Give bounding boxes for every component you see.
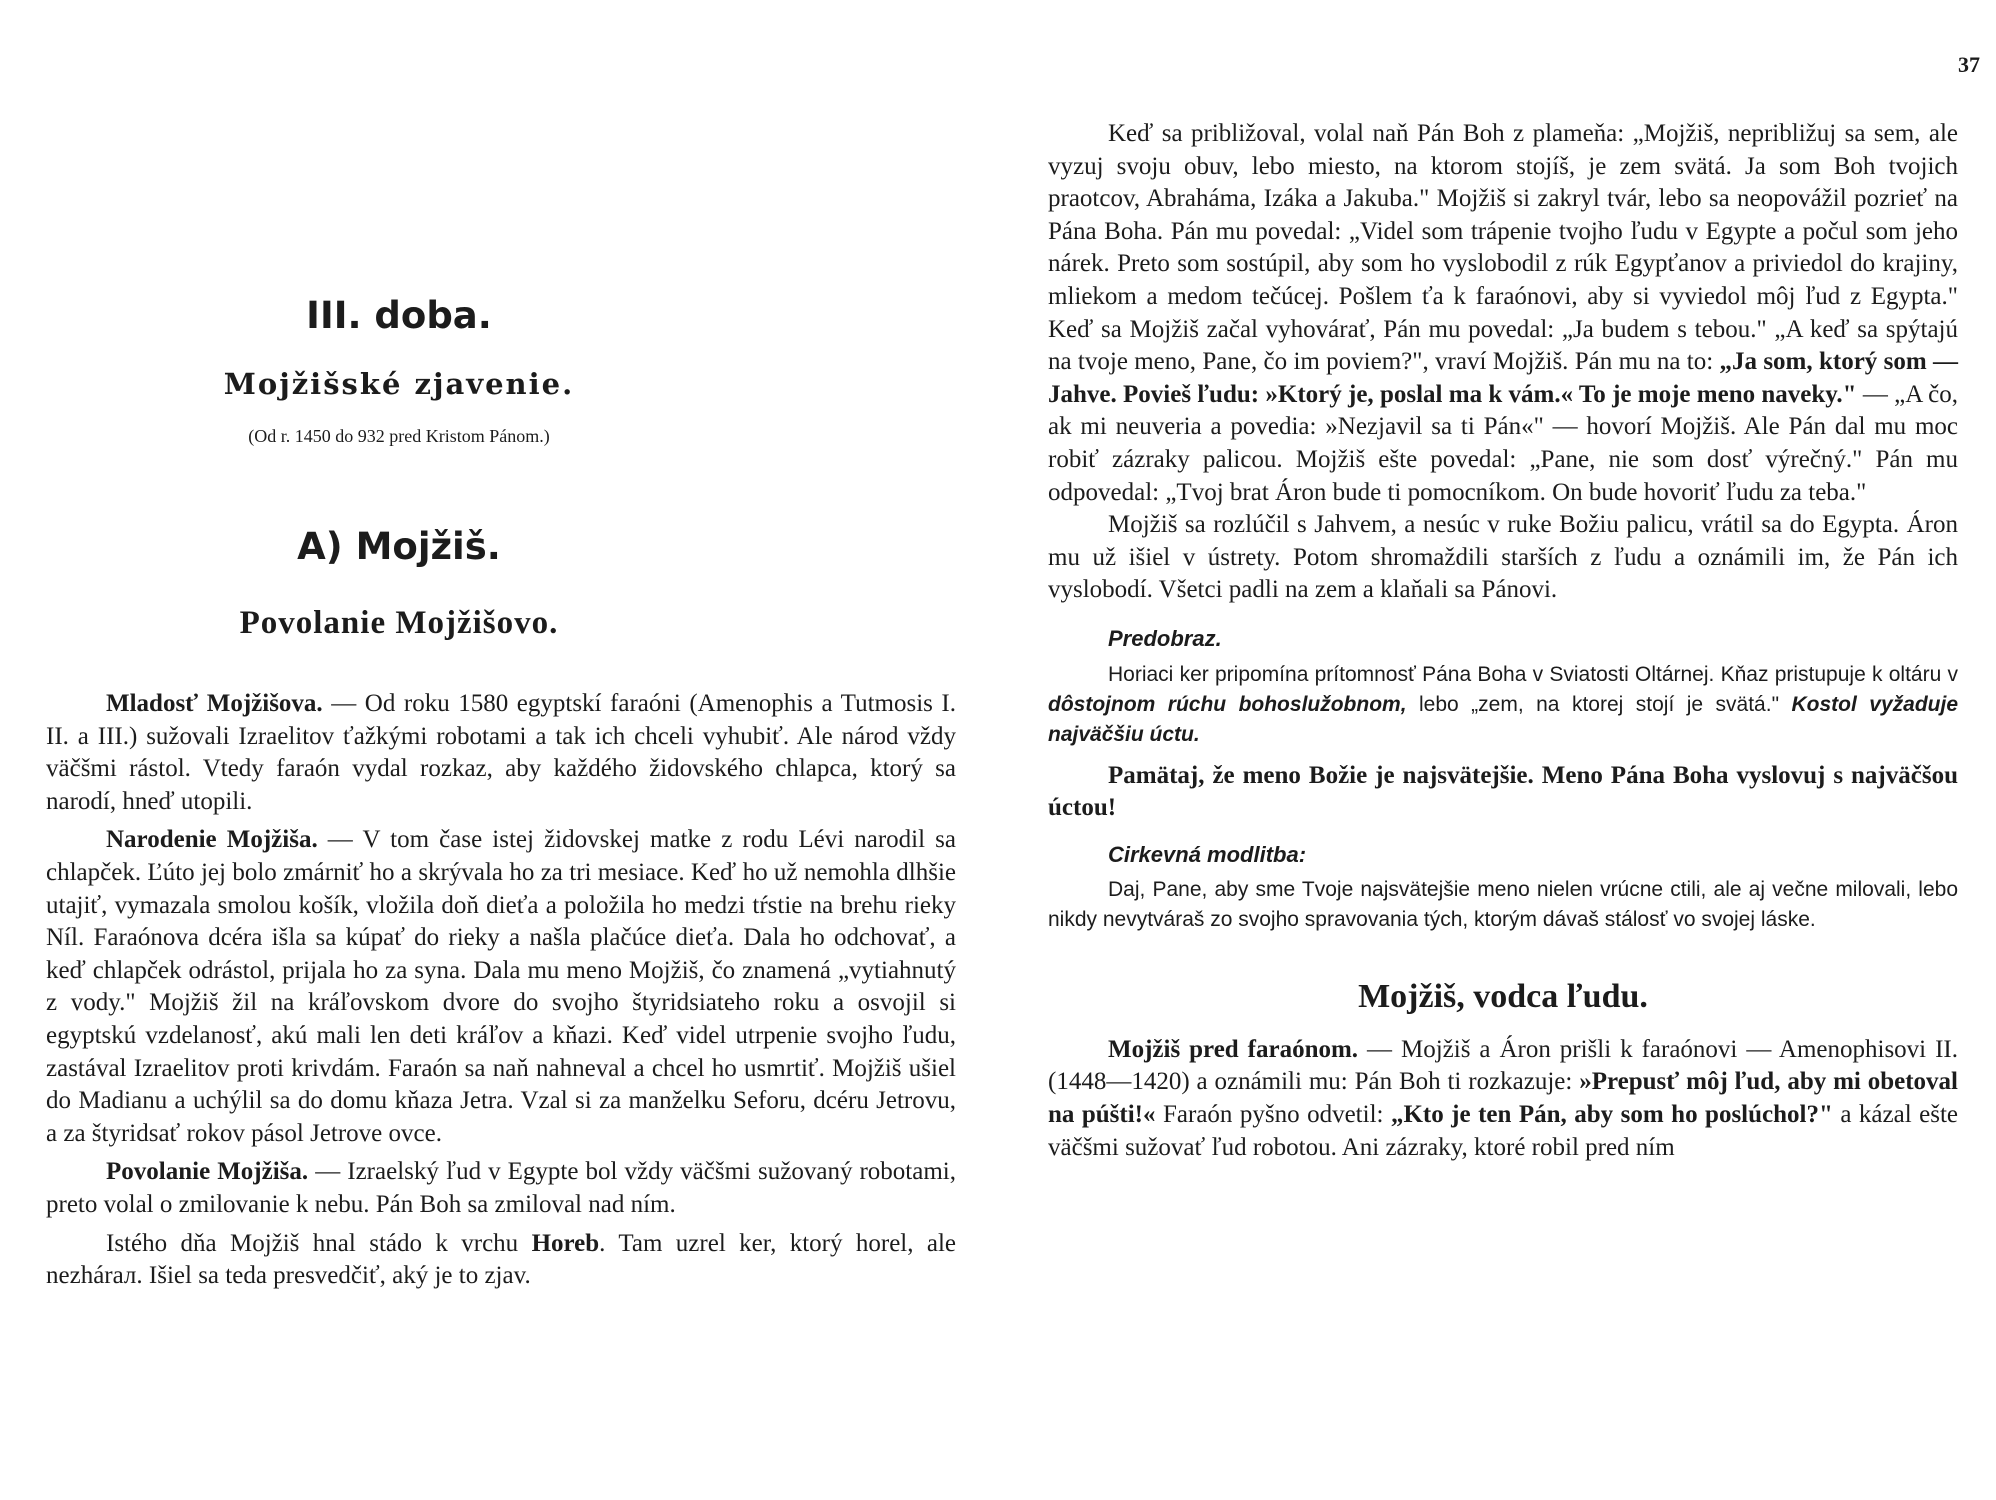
remember-paragraph	[1048, 760, 1958, 825]
paragraph-text: lebo „zem, na ktorej stojí je svätá."	[1406, 692, 1792, 716]
paragraph-lead: Povolanie Mojžiša.	[106, 1158, 309, 1186]
paragraph-lead: Mojžiš pred faraónom.	[1108, 1035, 1359, 1063]
date-range: (Od r. 1450 do 932 pred Kristom Pánom.)	[248, 426, 550, 446]
prayer-title: Cirkevná modlitba:	[1108, 841, 1307, 867]
right-body	[1048, 118, 1958, 1164]
emphasis-text: dôstojnom rúchu bohoslužobnom,	[1048, 692, 1407, 716]
left-body	[46, 688, 956, 1293]
paragraph-text: Pamätaj, že meno Božie je najsvätejšie.	[1108, 761, 1542, 789]
revelation-subheading: Mojžišské zjavenie.	[223, 367, 575, 401]
paragraph-text: — Od roku 1580 egyptskí faraóni (Amenophis a Tutmosis I. II. a III.) sužovali Izraelitov ťažkými robotami a tak ich chceli vyhubiť. Ale národ vždy väčšmi rástol. Vtedy faraón vydal rozkaz, aby každého židovského chlapca, ktorý sa narodí, hneď utopili.	[46, 690, 956, 815]
paragraph-youth	[46, 688, 956, 818]
page-number: 37	[1958, 52, 1980, 77]
paragraph-text: — Mojžiš a Áron prišli k faraónovi — Amenophisovi II. (1448—1420) a oznámili mu: Pán Boh ti rozkazuje:	[1048, 1035, 1958, 1096]
paragraph-text: — V tom čase istej židovskej matke z rodu Lévi narodil sa chlapček. Ľúto jej bolo zmárniť ho a skrývala ho za tri mesiace. Keď ho už nemohla dlhšie utajiť, vymazala smolou košík, vložila doň dieťa a položila ho medzi tŕstie na brehu rieky Níl. Faraónova dcéra išla sa kúpať do rieky a našla plačúce dieťa. Dala ho odchovať, a keď chlapček odrástol, prijala ho za syna. Dala mu meno Mojžiš, čo znamená „vytiahnutý z vody." Mojžiš žil na kráľovskom dvore do svojho štyridsiateho roku a osvojil si egyptskú vzdelanosť, akú mali len deti kráľov a kňazi. Keď videl utrpenie svojho ľudu, zastával Izraelitov proti krivdám. Faraón sa naň nahneval a chcel ho usmrtiť. Mojžiš ušiel do Madianu a uchýlil sa do domu kňaza Jetra. Vzal si za manželku Seforu, dcéru Jetrovu, a za štyridsať rokov pásol Jetrove ovce.	[46, 826, 956, 1147]
paragraph-calling	[46, 1156, 956, 1221]
chapter-title-leader: Mojžiš, vodca ľudu.	[1358, 978, 1648, 1016]
chapter-title: Povolanie Mojžišovo.	[239, 605, 559, 641]
paragraph-text: — Izraelský ľud v Egypte bol vždy väčšmi sužovaný robotami, preto volal o zmilovanie k nebu. Pán Boh sa zmiloval nad ním.	[46, 1158, 956, 1218]
paragraph-horeb	[46, 1228, 956, 1293]
paragraph-bold: „Kto je ten Pán, aby som ho poslúchol?"	[1390, 1101, 1833, 1129]
paragraph-text: — „A čo, ak mi neuveria a povedia: »Nezjavil sa ti Pán«" — hovorí Mojžiš. Ale Pán dal mu moc robiť zázraky palicou. Mojžiš ešte povedal: „Pane, nie som dosť výrečný." Pán mu odpovedal: „Tvoj brat Áron bude ti pomocníkom. On bude hovoriť ľudu za teba."	[1048, 380, 1958, 506]
paragraph-text: . Tam uzrel ker, ktorý horel, ale nezhárал. Išiel sa teda presvedčiť, aký je to zjav.	[46, 1229, 957, 1290]
section-title: A) Mojžiš.	[297, 525, 501, 568]
prefiguration-text	[1048, 660, 1958, 750]
paragraph-text: Keď sa približoval, volal naň Pán Boh z plameňa: „Mojžiš, nepribližuj sa sem, ale vyzuj svoju obuv, lebo miesto, na ktorom stojíš, je zem svätá. Ja som Boh tvojich praotcov, Abraháma, Izáka a Jakuba." Mojžiš si zakryl tvár, lebo sa neopovážil pozrieť na Pána Boha. Pán mu povedal: „Videl som trápenie tvojho ľudu v Egypte a počul som jeho nárek. Preto som sostúpil, aby som ho vyslobodil z rúk Egypťanov a priviedol do krajiny, mliekom a medom tečúcej. Pošlem ťa k faraónovi, aby si vyviedol môj ľud z Egypta." Keď sa Mojžiš začal vyhovárať, Pán mu povedal: „Ja budem s tebou." „A keď sa spýtajú na tvoje meno, Pane, čo im poviem?", vraví Mojžiš. Pán mu na to:	[1048, 120, 1958, 376]
paragraph-lead: Narodenie Mojžiša.	[106, 826, 318, 854]
paragraph-pharaoh	[1048, 1034, 1958, 1164]
period-heading: III. doba.	[306, 294, 492, 337]
paragraph-text: Horiaci ker pripomína prítomnosť Pána Boha v Sviatosti Oltárnej. Kňaz pristupuje k oltáru v	[1108, 662, 1958, 686]
paragraph-burning-bush	[1048, 118, 1958, 509]
remember-bold: Meno Pána Boha vyslovuj s najväčšou úctou!	[1048, 761, 1958, 822]
prayer-text: Daj, Pane, aby sme Tvoje najsvätejšie meno nielen vrúcne ctili, ale aj večne milovali, lebo nikdy nevytváraš zo svojho spravovania tých, ktorým dávaš stálosť vo svojej láske.	[1048, 878, 1958, 932]
right-page	[998, 0, 1996, 1500]
paragraph-bold: »Prepusť môj ľud, aby mi obetoval na púšti!«	[1048, 1068, 1958, 1129]
paragraph-return	[1048, 509, 1958, 607]
horeb-bold: Horeb	[531, 1229, 600, 1257]
paragraph-text: Istého dňa Mojžiš hnal stádo k vrchu	[106, 1229, 532, 1257]
paragraph-bold: „Ja som, ktorý som — Jahve. Povieš ľudu: »Ktorý je, poslal ma k vám.« To je moje meno naveky."	[1048, 348, 1958, 408]
paragraph-text: Mojžiš sa rozlúčil s Jahvem, a nesúc v ruke Božiu palicu, vrátil sa do Egypta. Áron mu už išiel v ústrety. Potom shromaždili starších z ľudu a oznámili im, že Pán ich vyslobodí. Všetci padli na zem a klaňali sa Pánovi.	[1048, 511, 1958, 604]
paragraph-text: a kázal ešte väčšmi sužovať ľud robotou. Ani zázraky, ktoré robil pred ním	[1048, 1101, 1958, 1161]
emphasis-text: Kostol vyžaduje najväčšiu úctu.	[1048, 692, 1958, 746]
prefiguration-title: Predobraz.	[1108, 625, 1222, 651]
paragraph-lead: Mladosť Mojžišova.	[106, 690, 323, 717]
paragraph-birth	[46, 824, 956, 1150]
paragraph-text: Faraón pyšno odvetil:	[1155, 1101, 1391, 1129]
